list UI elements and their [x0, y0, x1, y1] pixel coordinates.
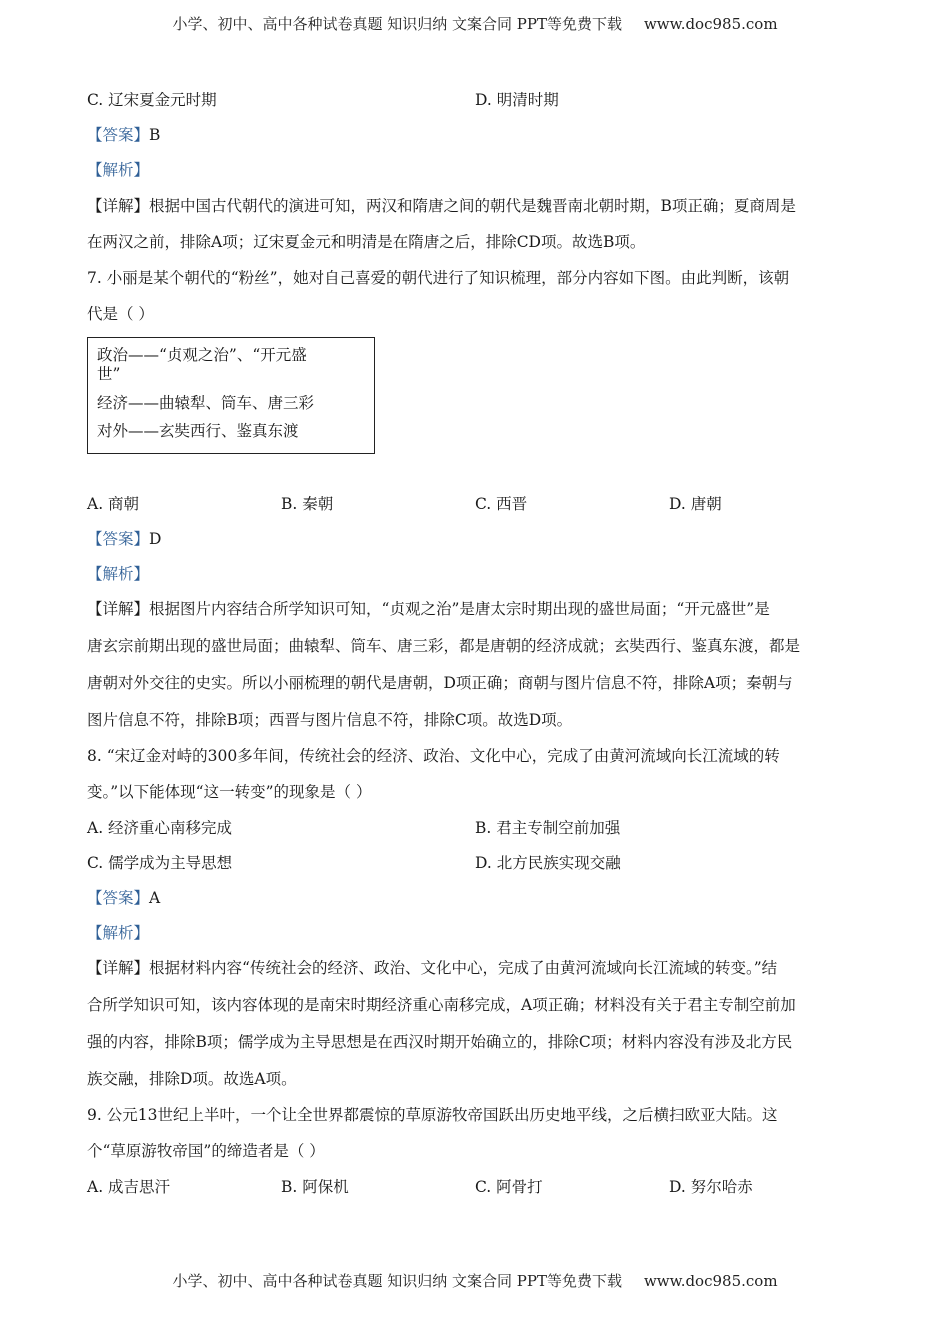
- box-line-politics: 政治——“贞观之治”、“开元盛: [97, 346, 307, 364]
- q8-detail-line-4: 族交融，排除D项。故选A项。: [87, 1070, 297, 1088]
- q6-analysis: [87, 160, 149, 180]
- box-line-foreign: 对外——玄奘西行、鉴真东渡: [97, 422, 299, 440]
- q8-detail-line-1: [87, 958, 777, 978]
- footer-site: www.doc985.com: [643, 1272, 778, 1290]
- detail-tag: 【详解】: [87, 600, 150, 618]
- q8-analysis: [87, 923, 149, 943]
- detail-tag: 【详解】: [87, 959, 150, 977]
- box-line-politics-cont: 世”: [97, 365, 121, 383]
- answer-tag: 【答案】: [87, 126, 150, 144]
- analysis-tag: 【解析】: [87, 565, 150, 583]
- q7-detail-line-2: 唐玄宗前期出现的盛世局面；曲辕犁、筒车、唐三彩，都是唐朝的经济成就；玄奘西行、鉴真东渡，都是: [87, 637, 801, 655]
- q7-option-b: B. 秦朝: [281, 495, 334, 513]
- q7-analysis: [87, 564, 149, 584]
- q6-option-c: C. 辽宋夏金元时期: [87, 91, 217, 109]
- q7-stem-line-2: 代是（ ）: [87, 305, 154, 323]
- q8-option-a: A. 经济重心南移完成: [87, 819, 233, 837]
- q9-option-b: B. 阿保机: [281, 1178, 349, 1196]
- q7-option-a: A. 商朝: [87, 495, 140, 513]
- answer-tag: 【答案】: [87, 889, 150, 907]
- detail-text: 根据图片内容结合所学知识可知，“贞观之治”是唐太宗时期出现的盛世局面；“开元盛世”是: [149, 600, 770, 618]
- analysis-tag: 【解析】: [87, 161, 150, 179]
- q7-detail-line-3: 唐朝对外交往的史实。所以小丽梳理的朝代是唐朝，D项正确；商朝与图片信息不符，排除A项；秦朝与: [87, 674, 793, 692]
- q7-answer: [87, 529, 161, 549]
- header-text: 小学、初中、高中各种试卷真题 知识归纳 文案合同 PPT等免费下载: [172, 15, 622, 33]
- detail-text: 根据材料内容“传统社会的经济、政治、文化中心，完成了由黄河流域向长江流域的转变。”结: [149, 959, 778, 977]
- q6-option-d: D. 明清时期: [475, 91, 559, 109]
- header-site: www.doc985.com: [643, 15, 778, 33]
- q8-option-b: B. 君主专制空前加强: [475, 819, 621, 837]
- detail-tag: 【详解】: [87, 197, 150, 215]
- q8-option-c: C. 儒学成为主导思想: [87, 854, 233, 872]
- answer-value: B: [149, 126, 161, 144]
- q8-detail-line-2: 合所学知识可知，该内容体现的是南宋时期经济重心南移完成，A项正确；材料没有关于君主专制空前加: [87, 996, 796, 1014]
- q9-option-c: C. 阿骨打: [475, 1178, 543, 1196]
- q8-answer: [87, 888, 160, 908]
- q8-stem-line-2: 变。”以下能体现“这一转变”的现象是（ ）: [87, 783, 372, 801]
- answer-tag: 【答案】: [87, 530, 150, 548]
- q7-detail-line-1: [87, 599, 770, 619]
- q7-option-d: D. 唐朝: [669, 495, 722, 513]
- footer-text: 小学、初中、高中各种试卷真题 知识归纳 文案合同 PPT等免费下载: [172, 1272, 622, 1290]
- q9-option-d: D. 努尔哈赤: [669, 1178, 753, 1196]
- q9-option-a: A. 成吉思汗: [87, 1178, 171, 1196]
- q8-detail-line-3: 强的内容，排除B项；儒学成为主导思想是在西汉时期开始确立的，排除C项；材料内容没有涉及北方民: [87, 1033, 793, 1051]
- q8-option-d: D. 北方民族实现交融: [475, 854, 621, 872]
- answer-value: D: [149, 530, 162, 548]
- q6-detail-line-1: [87, 196, 796, 216]
- q7-stem-line-1: 7. 小丽是某个朝代的“粉丝”，她对自己喜爱的朝代进行了知识梳理，部分内容如下图。由此判断，该朝: [87, 269, 790, 287]
- analysis-tag: 【解析】: [87, 924, 150, 942]
- q7-option-c: C. 西晋: [475, 495, 528, 513]
- q9-stem-line-1: 9. 公元13世纪上半叶，一个让全世界都震惊的草原游牧帝国跃出历史地平线，之后横扫欧亚大陆。这: [87, 1106, 778, 1124]
- q7-knowledge-box: [87, 337, 375, 454]
- box-line-economy: 经济——曲辕犁、筒车、唐三彩: [97, 394, 315, 412]
- q8-stem-line-1: 8. “宋辽金对峙的300多年间，传统社会的经济、政治、文化中心，完成了由黄河流域向长江流域的转: [87, 747, 780, 765]
- q6-answer: [87, 125, 160, 145]
- detail-text: 根据中国古代朝代的演进可知，两汉和隋唐之间的朝代是魏晋南北朝时期，B项正确；夏商周是: [149, 197, 796, 215]
- q7-detail-line-4: 图片信息不符，排除B项；西晋与图片信息不符，排除C项。故选D项。: [87, 711, 573, 729]
- answer-value: A: [149, 889, 161, 907]
- page-header: [0, 13, 950, 34]
- q9-stem-line-2: 个“草原游牧帝国”的缔造者是（ ）: [87, 1142, 325, 1160]
- q6-detail-line-2: 在两汉之前，排除A项；辽宋夏金元和明清是在隋唐之后，排除CD项。故选B项。: [87, 233, 646, 251]
- page-footer: [0, 1270, 950, 1291]
